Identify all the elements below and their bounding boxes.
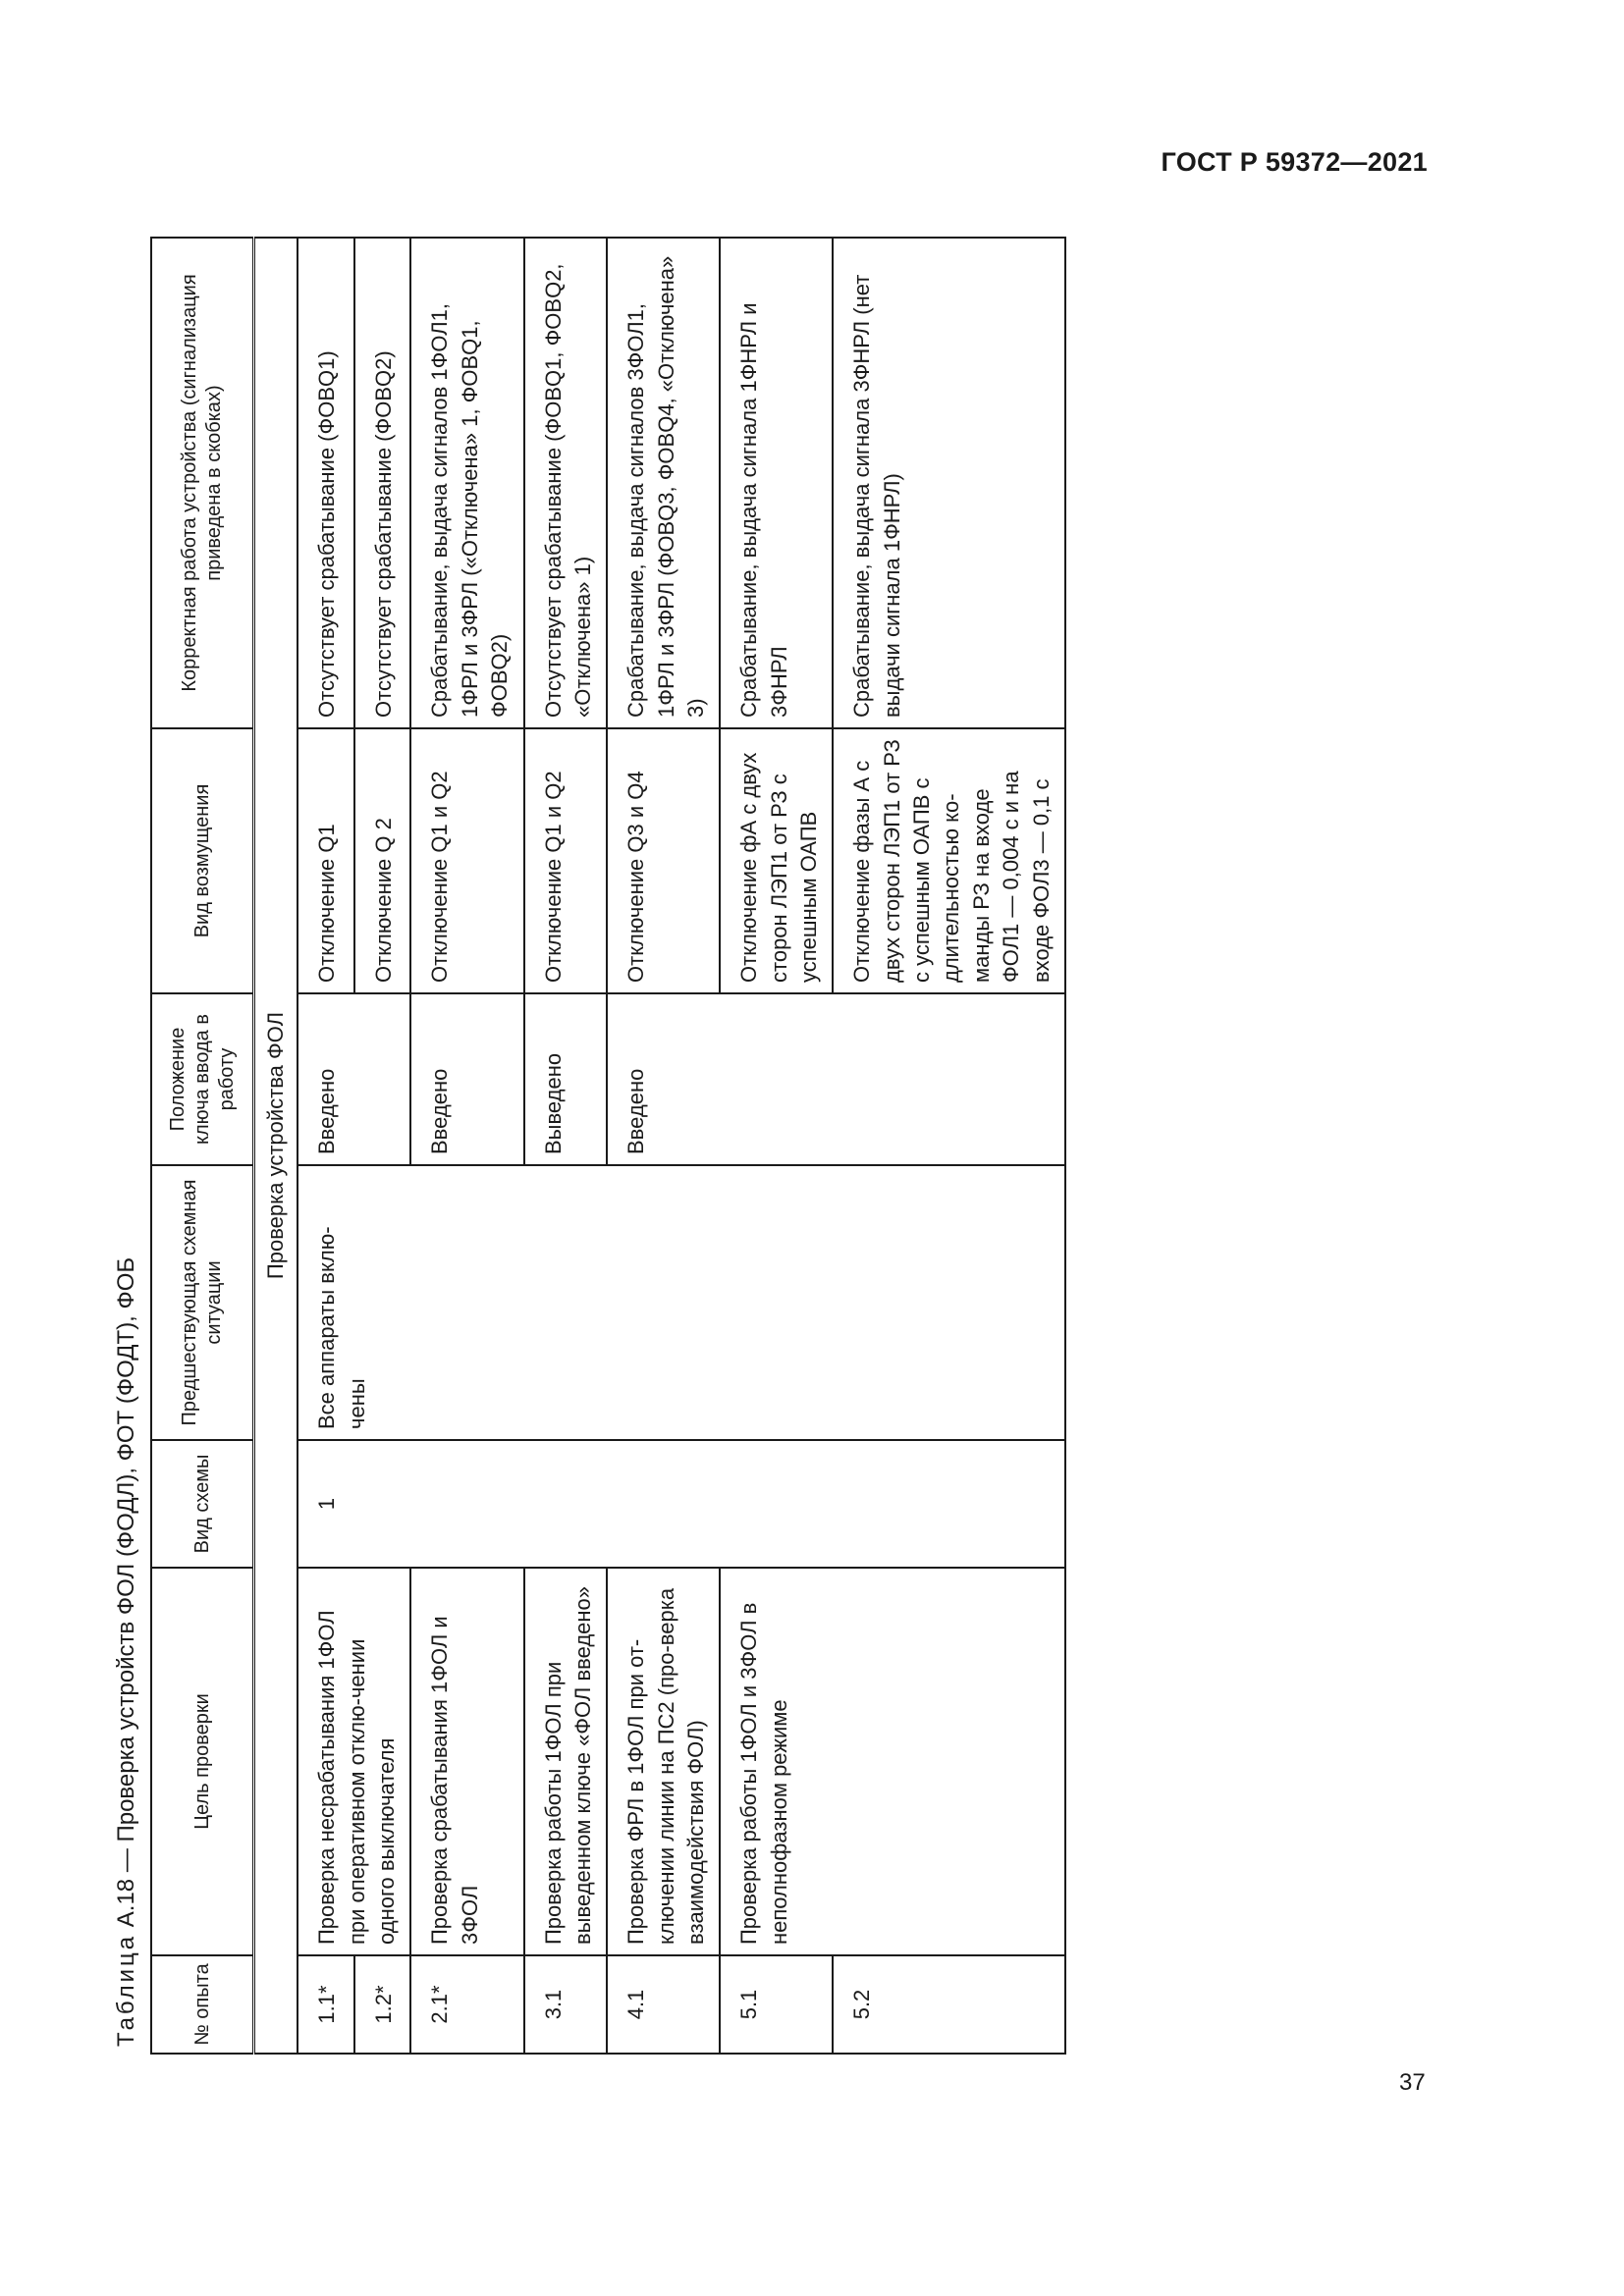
row-goal: Проверка работы 1ФОЛ при выведенном ключе «ФОЛ введено»: [524, 1568, 608, 1955]
col-header-result: Корректная работа устройства (сигнализация приведена в скобках): [151, 238, 254, 728]
row-num: 2.1*: [410, 1955, 523, 2054]
row-num: 1.2*: [354, 1955, 411, 2054]
row-result: Срабатывание, выдача сигнала 1ФНРЛ и 3ФНРЛ: [720, 238, 833, 728]
row-prior: Все аппараты вклю-чены: [298, 1165, 1065, 1440]
row-num: 5.2: [833, 1955, 1065, 2054]
section-title: Проверка устройства ФОЛ: [254, 238, 298, 2054]
row-disturbance: Отключение Q1: [298, 728, 354, 993]
row-disturbance: Отключение фА с двух сторон ЛЭП1 от РЗ с успешным ОАПВ: [720, 728, 833, 993]
row-disturbance: Отключение Q1 и Q2: [524, 728, 608, 993]
col-header-disturbance: Вид возмущения: [151, 728, 254, 993]
row-goal: Проверка ФРЛ в 1ФОЛ при от-ключении линии на ПС2 (про-верка взаимодействия ФОЛ): [607, 1568, 720, 1955]
row-disturbance: Отключение фазы А с двух сторон ЛЭП1 от РЗ с успешным ОАПВ с длительностью ко-манды РЗ на входе ФОЛ1 — 0,004 с и на входе ФОЛ3 — 0,1 с: [833, 728, 1065, 993]
row-num: 5.1: [720, 1955, 833, 2054]
row-result: Срабатывание, выдача сигналов 1ФОЛ1, 1ФРЛ и 3ФРЛ («Отключена» 1, ФОВQ1, ФОВQ2): [410, 238, 523, 728]
table-row: [524, 238, 608, 2054]
rotated-table-block: [103, 225, 1164, 2060]
table-header-row: [151, 238, 254, 2054]
col-header-scheme: Вид схемы: [151, 1440, 254, 1568]
row-goal: Проверка работы 1ФОЛ и 3ФОЛ в неполнофазном режиме: [720, 1568, 1065, 1955]
table-row: [607, 238, 720, 2054]
row-num: 4.1: [607, 1955, 720, 2054]
col-header-num: № опыта: [151, 1955, 254, 2054]
row-result: Срабатывание, выдача сигналов 3ФОЛ1, 1ФРЛ и 3ФРЛ (ФОВQ3, ФОВQ4, «Отключена» 3): [607, 238, 720, 728]
row-key: Введено: [298, 993, 410, 1165]
row-key: Выведено: [524, 993, 608, 1165]
row-result: Отсутствует срабатывание (ФОВQ2): [354, 238, 411, 728]
row-goal: Проверка несрабатывания 1ФОЛ при оперативном отклю-чении одного выключателя: [298, 1568, 410, 1955]
page-number: 37: [1399, 2069, 1426, 2096]
col-header-key: Положение ключа ввода в работу: [151, 993, 254, 1165]
table-row: [298, 238, 354, 2054]
row-scheme: 1: [298, 1440, 1065, 1568]
table-caption: [103, 225, 150, 2060]
row-num: 3.1: [524, 1955, 608, 2054]
row-result: Отсутствует срабатывание (ФОВQ1): [298, 238, 354, 728]
row-key: Введено: [410, 993, 523, 1165]
row-key: Введено: [607, 993, 1065, 1165]
col-header-goal: Цель проверки: [151, 1568, 254, 1955]
row-disturbance: Отключение Q1 и Q2: [410, 728, 523, 993]
row-result: Отсутствует срабатывание (ФОВQ1, ФОВQ2, «Отключена» 1): [524, 238, 608, 728]
row-num: 1.1*: [298, 1955, 354, 2054]
row-disturbance: Отключение Q 2: [354, 728, 411, 993]
standard-number: ГОСТ Р 59372—2021: [1161, 147, 1428, 177]
test-table: [150, 237, 1066, 2055]
caption-label: Таблица: [113, 1933, 139, 2047]
row-result: Срабатывание, выдача сигнала 3ФНРЛ (нет выдачи сигнала 1ФНРЛ): [833, 238, 1065, 728]
table-row: [410, 238, 523, 2054]
section-row: [254, 238, 298, 2054]
row-disturbance: Отключение Q3 и Q4: [607, 728, 720, 993]
caption-text: А.18 — Проверка устройств ФОЛ (ФОДЛ), ФОТ (ФОДТ), ФОБ: [113, 1256, 139, 1934]
row-goal: Проверка срабатывания 1ФОЛ и 3ФОЛ: [410, 1568, 523, 1955]
col-header-prior: Предшествующая схемная ситуации: [151, 1165, 254, 1440]
